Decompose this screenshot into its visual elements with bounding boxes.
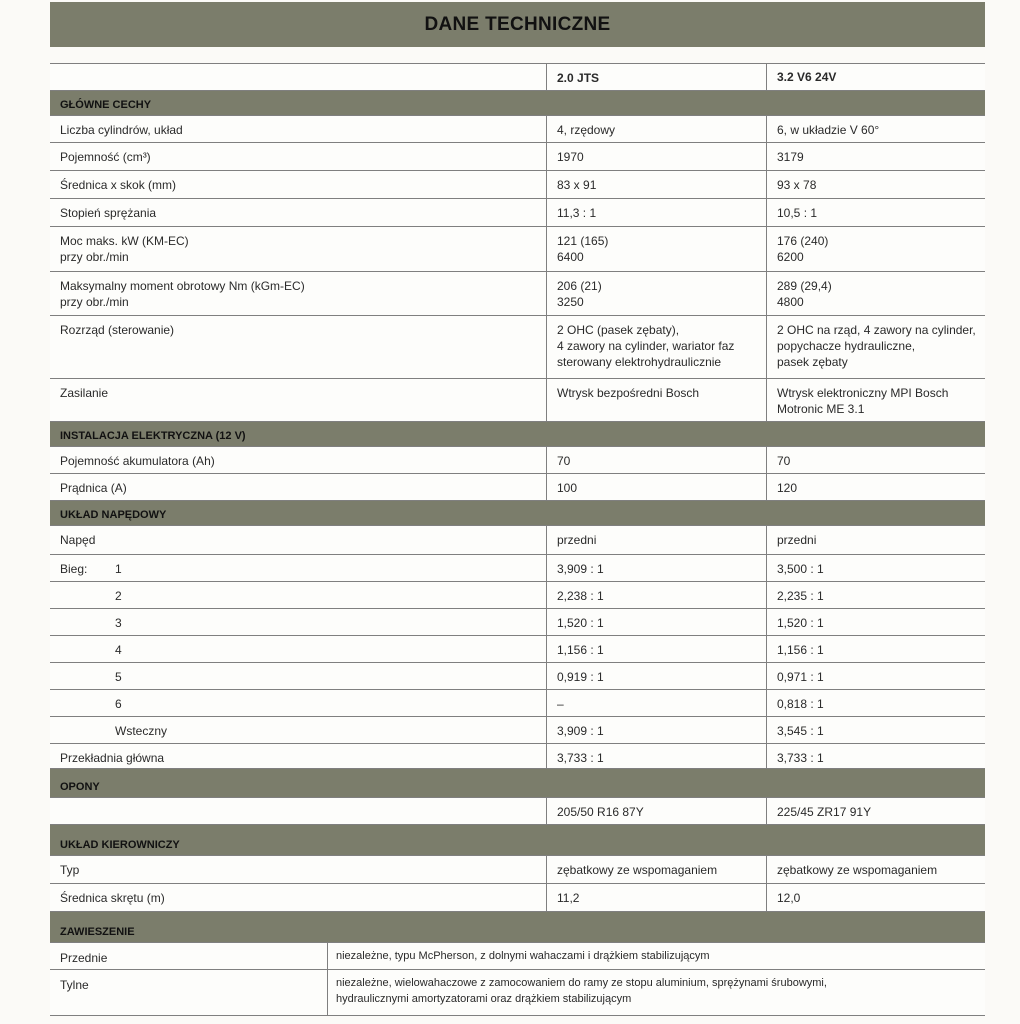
row-label: Stopień sprężania <box>50 199 547 226</box>
value-jts: 0,919 : 1 <box>547 663 767 689</box>
value-v6: 12,0 <box>777 891 801 905</box>
value-jts: zębatkowy ze wspomaganiem <box>547 856 767 883</box>
section-header: OPONY <box>50 769 985 798</box>
value-jts: przedni <box>547 526 767 554</box>
value-jts: 206 (21) 3250 <box>547 272 767 315</box>
gear-number: 2 <box>115 589 122 603</box>
value-v6: 2 OHC na rząd, 4 zawory na cylinder, popychacze hydrauliczne, pasek zębaty <box>777 323 976 369</box>
page-title: DANE TECHNICZNE <box>424 13 611 35</box>
value-jts: 1,156 : 1 <box>547 636 767 662</box>
section-header: GŁÓWNE CECHY <box>50 91 985 116</box>
row-value: niezależne, typu McPherson, z dolnymi wahaczami i drążkiem stabilizującym <box>336 950 710 962</box>
row-label <box>50 717 547 743</box>
value-v6: przedni <box>777 533 817 547</box>
value-v6: 93 x 78 <box>777 178 817 192</box>
gear-number: 6 <box>115 697 122 711</box>
value-v6: 70 <box>777 454 791 468</box>
table-row <box>50 227 985 272</box>
value-v6: 289 (29,4) 4800 <box>777 279 832 309</box>
row-label: Maksymalny moment obrotowy Nm (kGm-EC) przy obr./min <box>50 272 547 315</box>
value-v6: 1,156 : 1 <box>777 643 824 657</box>
gear-number: 3 <box>115 616 122 630</box>
table-row <box>50 316 985 379</box>
row-label: Napęd <box>50 526 547 554</box>
value-jts: 205/50 R16 87Y <box>547 798 767 824</box>
table-row <box>50 474 985 501</box>
value-jts: 11,3 : 1 <box>547 199 767 226</box>
table-row <box>50 116 985 143</box>
section-header: INSTALACJA ELEKTRYCZNA (12 V) <box>50 422 985 447</box>
value-v6: 176 (240) 6200 <box>777 234 829 264</box>
value-v6: 120 <box>777 481 798 495</box>
row-label: Zasilanie <box>50 379 547 421</box>
row-label <box>50 798 547 824</box>
value-v6: 225/45 ZR17 91Y <box>777 805 872 819</box>
value-jts: 3,733 : 1 <box>547 744 767 768</box>
row-label: Pojemność akumulatora (Ah) <box>50 447 547 473</box>
table-row <box>50 143 985 171</box>
row-label <box>50 663 547 689</box>
value-v6: 1,520 : 1 <box>777 616 824 630</box>
row-label: Średnica x skok (mm) <box>50 171 547 198</box>
value-jts: 2,238 : 1 <box>547 582 767 608</box>
table-row <box>50 717 985 744</box>
row-value: niezależne, wielowahaczowe z zamocowaniem do ramy ze stopu aluminium, sprężynami śrubowymi, hydraulicznymi amortyzatorami oraz drążkiem stabilizującym <box>336 977 827 1005</box>
value-v6: 3,733 : 1 <box>777 751 824 765</box>
table-row <box>50 970 985 1016</box>
value-jts: 4, rzędowy <box>547 116 767 142</box>
table-row <box>50 555 985 582</box>
title-bar <box>50 2 985 47</box>
table-row <box>50 798 985 825</box>
row-label <box>50 609 547 635</box>
value-jts: Wtrysk bezpośredni Bosch <box>547 379 767 421</box>
column-header-v6: 3.2 V6 24V <box>777 70 837 84</box>
value-jts: 11,2 <box>547 884 767 911</box>
table-row <box>50 379 985 422</box>
row-label: Rozrząd (sterowanie) <box>50 316 547 378</box>
value-v6: 3179 <box>777 150 804 164</box>
table-row <box>50 856 985 884</box>
row-label <box>50 555 547 581</box>
row-label: Pojemność (cm³) <box>50 143 547 170</box>
value-jts: – <box>547 690 767 716</box>
row-label: Prądnica (A) <box>50 474 547 500</box>
value-v6: 10,5 : 1 <box>777 206 818 220</box>
section-header: UKŁAD NAPĘDOWY <box>50 501 985 526</box>
value-v6: 0,971 : 1 <box>777 670 824 684</box>
table-row <box>50 690 985 717</box>
value-jts: 3,909 : 1 <box>547 555 767 581</box>
section-header: ZAWIESZENIE <box>50 912 985 943</box>
value-v6: zębatkowy ze wspomaganiem <box>777 863 938 877</box>
row-label: Moc maks. kW (KM-EC) przy obr./min <box>50 227 547 271</box>
value-jts: 83 x 91 <box>547 171 767 198</box>
row-label <box>50 582 547 608</box>
table-row <box>50 884 985 912</box>
value-jts: 1970 <box>547 143 767 170</box>
gear-number: 1 <box>115 562 122 576</box>
value-v6: 6, w układzie V 60° <box>777 123 880 137</box>
row-label: Typ <box>50 856 547 883</box>
column-header-jts: 2.0 JTS <box>547 64 767 90</box>
gear-label: Bieg: <box>60 562 88 576</box>
row-label: Przekładnia główna <box>50 744 547 768</box>
row-label: Liczba cylindrów, układ <box>50 116 547 142</box>
value-jts: 3,909 : 1 <box>547 717 767 743</box>
table-row <box>50 609 985 636</box>
gear-number: Wsteczny <box>115 724 168 738</box>
table-row <box>50 663 985 690</box>
row-label <box>50 636 547 662</box>
value-jts: 70 <box>547 447 767 473</box>
table-row <box>50 199 985 227</box>
value-jts: 1,520 : 1 <box>547 609 767 635</box>
table-row <box>50 636 985 663</box>
table-row <box>50 272 985 316</box>
value-v6: 3,500 : 1 <box>777 562 824 576</box>
value-v6: 2,235 : 1 <box>777 589 824 603</box>
value-jts: 2 OHC (pasek zębaty), 4 zawory na cylinder, wariator faz sterowany elektrohydraulicznie <box>547 316 767 378</box>
table-row <box>50 526 985 555</box>
row-label: Średnica skrętu (m) <box>50 884 547 911</box>
section-header: UKŁAD KIEROWNICZY <box>50 825 985 856</box>
value-v6: Wtrysk elektroniczny MPI Bosch Motronic ME 3.1 <box>777 386 949 416</box>
spec-table <box>50 63 985 1016</box>
gear-number: 5 <box>115 670 122 684</box>
row-label: Tylne <box>50 970 328 1015</box>
row-label <box>50 690 547 716</box>
row-label: Przednie <box>50 943 328 969</box>
table-row <box>50 744 985 769</box>
table-row <box>50 582 985 609</box>
gear-number: 4 <box>115 643 122 657</box>
value-jts: 121 (165) 6400 <box>547 227 767 271</box>
table-row <box>50 943 985 970</box>
column-header-row <box>50 63 985 91</box>
value-v6: 3,545 : 1 <box>777 724 824 738</box>
value-v6: 0,818 : 1 <box>777 697 824 711</box>
value-jts: 100 <box>547 474 767 500</box>
table-row <box>50 171 985 199</box>
table-row <box>50 447 985 474</box>
